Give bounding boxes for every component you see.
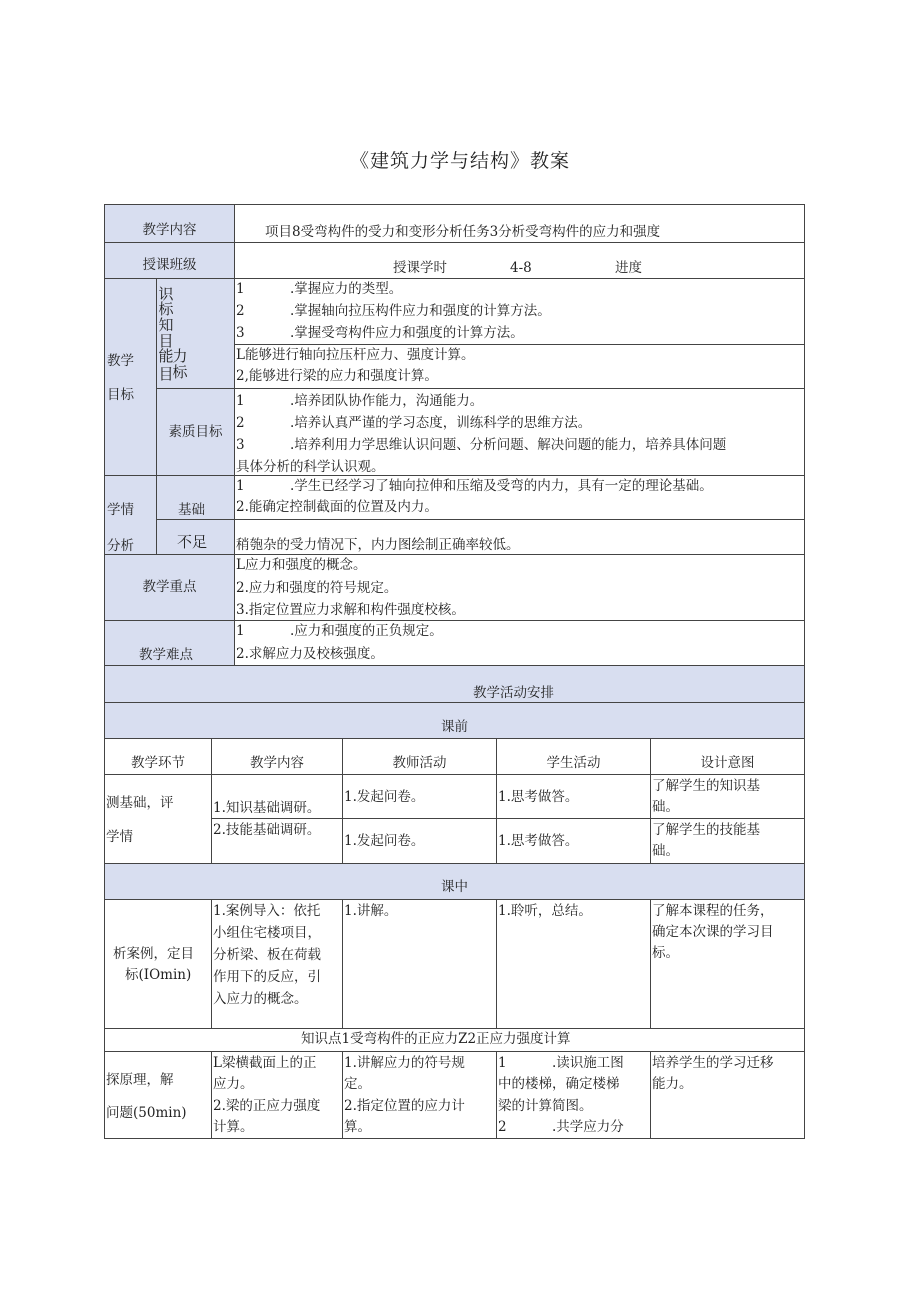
- difficulties-cell: [234, 620, 805, 666]
- class-info-cell: [234, 242, 805, 279]
- pre-row-1-teacher: 1.发起问卷。: [342, 774, 497, 819]
- pre-stage-cell: [104, 774, 212, 864]
- activities-title: 教学活动安排: [473, 685, 554, 701]
- lack-label: 不足: [177, 533, 208, 551]
- hours-label: 授课学时: [393, 260, 447, 276]
- pre-row-2-content: 2.技能基础调研。: [211, 818, 343, 864]
- col-header-student: 学生活动: [496, 738, 651, 775]
- knowledge-label-2: 标: [158, 300, 174, 318]
- class-label-cell: [104, 242, 235, 279]
- hours-value: 4-8: [510, 260, 532, 276]
- ability-label-1: 能: [158, 347, 174, 365]
- lack-label-cell: [156, 519, 235, 555]
- ability-label-3: 目: [158, 365, 174, 383]
- quality-label-cell: [156, 388, 235, 476]
- lack-text: 稍匏杂的受力情况下，内力图绘制正确率较低。: [236, 537, 520, 553]
- pre-row-2-teacher: 1.发起问卷。: [342, 818, 497, 864]
- difficulty-2: 2.求解应力及校核强度。: [236, 646, 384, 662]
- col-header-teacher: 教师活动: [342, 738, 497, 775]
- activities-title-cell: [104, 665, 805, 703]
- case-student-cell: 1.聆听，总结。: [496, 899, 651, 1029]
- key-point-1: L应力和强度的概念。: [236, 557, 367, 573]
- explore-student-cell: 1 .读识施工图 中的楼梯，确定楼梯 梁的计算简图。 2 .共学应力分: [496, 1051, 651, 1139]
- knowledge-line-2: 2 .掌握轴向拉压构件应力和强度的计算方法。: [236, 303, 551, 319]
- pre-row-2-student: 1.思考做答。: [496, 818, 651, 864]
- progress-label: 进度: [615, 260, 642, 276]
- quality-cell: [234, 388, 805, 476]
- objectives-label-b: 目标: [107, 387, 134, 403]
- explore-stage-cell: 探原理，解 问题(50min): [104, 1051, 212, 1139]
- knowledge-ability-label-cell: [156, 278, 235, 389]
- in-class-label: 课中: [441, 879, 468, 895]
- objectives-label-a: 教学: [107, 353, 134, 369]
- col-header-stage: 教学环节: [104, 738, 212, 775]
- case-teacher-cell: 1.讲解。: [342, 899, 497, 1029]
- knowledge-line-3: 3 .掌握受弯构件应力和强度的计算方法。: [236, 325, 524, 341]
- pre-class-label: 课前: [441, 719, 468, 735]
- pre-row-1-student: 1.思考做答。: [496, 774, 651, 819]
- key-points-label: 教学重点: [142, 579, 197, 595]
- key-point-3: 3.指定位置应力求解和构件强度校核。: [236, 602, 465, 618]
- difficulty-1: 1 .应力和强度的正负规定。: [236, 623, 443, 639]
- basis-cell: [234, 475, 805, 520]
- knowledge-label-4: 目: [158, 332, 174, 350]
- objectives-label-cell: [104, 278, 157, 476]
- difficulties-label: 教学难点: [139, 647, 193, 663]
- quality-line-3: 3 .培养利用力学思维认识问题、分析问题、解决问题的能力，培养具体问题: [236, 437, 727, 453]
- analysis-label-a: 学情: [107, 502, 134, 518]
- content-value-cell: [234, 204, 805, 243]
- quality-line-1: 1 .培养团队协作能力，沟通能力。: [236, 393, 484, 409]
- quality-label: 素质目标: [168, 423, 223, 440]
- knowledge-label-1: 识: [158, 285, 174, 303]
- content-label: 教学内容: [142, 222, 197, 238]
- quality-line-4: 具体分析的科学认识观。: [236, 459, 385, 475]
- ability-line-2: 2,能够进行梁的应力和强度计算。: [236, 368, 438, 384]
- pre-row-1-intent: 了解学生的知识基 础。: [650, 774, 805, 819]
- knowledge-cell: [234, 278, 805, 345]
- pre-class-cell: [104, 702, 805, 739]
- basis-label: 基础: [178, 502, 205, 518]
- quality-line-2: 2 .培养认真严谨的学习态度，训练科学的思维方法。: [236, 415, 592, 431]
- analysis-label-cell: [104, 475, 157, 555]
- ability-line-1: L能够进行轴向拉压杆应力、强度计算。: [236, 347, 475, 363]
- knowledge-point-cell: [104, 1028, 805, 1052]
- explore-content-cell: L梁横截面上的正 应力。 2.梁的正应力强度 计算。: [211, 1051, 343, 1139]
- knowledge-label-3: 知: [158, 316, 174, 334]
- key-points-label-cell: [104, 554, 235, 621]
- content-value: 项目8受弯构件的受力和变形分析任务3分析受弯构件的应力和强度: [265, 224, 661, 240]
- basis-label-cell: [156, 475, 235, 520]
- col-header-content: 教学内容: [211, 738, 343, 775]
- difficulties-label-cell: [104, 620, 235, 666]
- content-label-cell: [104, 204, 235, 243]
- key-point-2: 2.应力和强度的符号规定。: [236, 580, 398, 596]
- page-title: 《建筑力学与结构》教案: [349, 150, 570, 172]
- pre-stage-line-2: 学情: [106, 829, 133, 845]
- lack-cell: [234, 519, 805, 555]
- key-points-cell: [234, 554, 805, 621]
- explore-intent-cell: 培养学生的学习迁移 能力。: [650, 1051, 805, 1139]
- case-intent-cell: 了解本课程的任务， 确定本次课的学习目 标。: [650, 899, 805, 1029]
- knowledge-point-text: 知识点1受弯构件的正应力Z2正应力强度计算: [301, 1031, 571, 1047]
- ability-cell: [234, 344, 805, 389]
- pre-row-2-intent: 了解学生的技能基 础。: [650, 818, 805, 864]
- basis-line-1: 1 .学生已经学习了轴向拉伸和压缩及受弯的内力，具有一定的理论基础。: [236, 478, 713, 494]
- col-header-intent: 设计意图: [650, 738, 805, 775]
- knowledge-line-1: 1 .掌握应力的类型。: [236, 281, 403, 297]
- case-content-cell: 1.案例导入：依托 小组住宅楼项目， 分析梁、板在荷载 作用下的反应，引 入应力的概念。: [211, 899, 343, 1029]
- class-label: 授课班级: [142, 257, 197, 273]
- pre-stage-line-1: 测基础，评: [106, 795, 174, 811]
- pre-row-1-content: 1.知识基础调研。: [211, 774, 343, 819]
- analysis-label-b: 分析: [107, 538, 134, 554]
- ability-label-2: 力: [172, 347, 188, 365]
- ability-label-4: 标: [172, 363, 188, 381]
- case-stage-cell: 析案例，定目 标(IOmin): [104, 899, 212, 1029]
- explore-teacher-cell: 1.讲解应力的符号规 定。 2.指定位置的应力计 算。: [342, 1051, 497, 1139]
- in-class-cell: [104, 863, 805, 900]
- basis-line-2: 2.能确定控制截面的位置及内力。: [236, 499, 438, 515]
